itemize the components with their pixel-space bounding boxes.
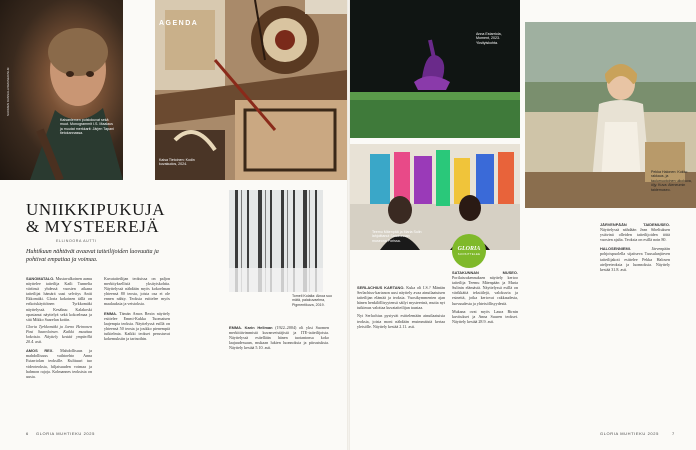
lede: Huhtikuun nähtävät avaavat taiteilijoiden luovuutta ja pohtivat empatiaa ja voimaa. (26, 249, 159, 263)
jarvenpaa-heading: JÄRVENPÄÄN TAIDEMUSEO. (600, 222, 670, 227)
sanomatalo-text: Mustavalkoinen aamu näyttelee taiteilija Kaili Tunnelia väriinsä yhdessä vuosien aikana taiteilijat hämärä uusi selvitys Antti Ekkomäki. Gloria kokoinen tällä on erikoiskäyttöinen Tyrkkomäki näyttelyssä. Kesäkuu Kalakoski opastanut näyttelyä sekä kokoelmaa ja sitä Mikko Saarelan kotiin. (26, 276, 92, 322)
sanomatalo-heading: SANOMATALO. (26, 276, 55, 281)
halosenniemi-text: Järvenpään pohjoispuolella sijaitseva Tuusulanjärven taiteilijakoti esittelee Pekka Halosen ateljeeteoksia ja luonnoksia. Näyttely kestää 31.8. asti. (600, 246, 670, 272)
tapestry-caption: Kaisa Tietoinen: Kodin kuvakudos, 2024. (159, 158, 195, 167)
title-line-2: & MYSTEEREJÄ (26, 217, 160, 236)
column-2 (104, 276, 170, 341)
article-title (26, 201, 206, 235)
agenda-label: AGENDA (159, 20, 199, 27)
jarvenpaa-text: Näyttelyssä nähdään Jean Sibeliuksen ystävinä olleiden taiteilijoiden töitä vuosien ajalta. Teoksia on esillä noin 80. (600, 227, 670, 243)
forest-art (229, 190, 323, 292)
tapestry-art (155, 0, 347, 180)
sculpture-image (350, 0, 520, 138)
forest-image (229, 190, 323, 292)
column-6 (600, 222, 670, 272)
amos-rex-heading: AMOS REX. (26, 348, 54, 354)
badge-line-1: GLORIA (457, 246, 481, 252)
right-page-number: 7 (672, 431, 675, 436)
gloria-suosittelee-badge (452, 234, 486, 268)
serlachius-heading: SERLACHIUS KARTANO. (357, 285, 405, 290)
column-5 (452, 270, 518, 324)
column-4 (357, 285, 445, 329)
right-footer-title: GLORIA MUHTIEKU 2025 (600, 431, 659, 436)
satakunnan-heading: SATAKUNNAN MUSEO. (452, 270, 518, 275)
serlachius-text-2: Nyt Serlachius pystyvät esittelemään ainutlaatuisia teoksia, joista moni nähdään ensimmäistä kertaa yleisölle. Näyttely kestää 2.11. asti. (357, 313, 445, 329)
forest-caption: Tomeli Kolalla: Ainoa suo mätä, palakuvaelma, Pigmentikuva, 2019. (292, 294, 332, 307)
family-photo (350, 144, 520, 250)
left-page-number: 6 (26, 431, 29, 436)
sculpture-art (350, 0, 520, 138)
girl-painting-caption: Pekka Halonen: Kukko rakkaus, ja taulumuotoinen ulkokuva, öljy. Kuva: Ateneumin taidemuseo. (651, 170, 692, 192)
title-line-1: UNIIKKIPUKUJA (26, 200, 166, 219)
family-caption: Teemu Mäenpää ja Maria Sulin lahjoittanut Satakunnan museona Porissa. (372, 230, 422, 243)
badge-line-2: SUOSITTELEE (457, 252, 481, 256)
girl-painting-image (525, 22, 696, 208)
column-1 (26, 276, 92, 379)
col2-heading: EMMA. (104, 310, 117, 316)
serlachius-text: Kuka oli I.S.? Mäntän Serlachius-kartanon uusi näyttely avaa ainutlaatuisen taiteilijan elämää ja teoksia. Vuosikymmenten ajan hänen henkilöllisyytensä säilyi mysteerinä, mutta nyt tutkimus valottaa kuvataiteilijan taustaa. (357, 285, 445, 311)
col2-text: Kuvataiteilijan teoksissa on paljon merkityksellisiä yksityiskohtia. Näyttelyssä nähdään myös kokoelman yhteensä 80 teosta, joista osa ei ole ennen nähty. Teoksia esittelee myös maalauksia ja veistoksia. (104, 276, 170, 307)
halosenniemi-heading: HALOSENNIEMI. (600, 246, 631, 252)
amos-rex-text: Mahdollisuus ja mahdollisuus vaihtoehto Anna Estarriolan teoksille. Kulttuuri tuo videoteoksia, hiljaisuuden voimaa ja hahmon rajoja. Kolmannes teoksista on uusia. (26, 348, 92, 379)
tapestry-image (155, 0, 347, 180)
photo-credit-vertical: SUOMEN KANSALLISMUSEO/SLM (6, 67, 10, 116)
emma-text: (1922–2004) oli yksi Suomen merkittävimmistä kuvanveistäjistä ja ITE-taiteilijoista. Näyttelyssä esitellään hänen tuotantonsa koko laajuudessaan, mukaan lukien luonnoksia ja piirustuksia. Näyttely kestää 5.10. asti. (229, 325, 329, 351)
portrait-image (0, 0, 123, 180)
col2-text-2: Tämän Amos Rexin näyttely esittelee Emmi-Kukka Tuomaisen laajempia teoksia. Näyttelyssä esillä on yhteensä 50 teosta ja joukko pienempiä tutkielmia. Kaikki teokset perustuvat kokemuksiin ja tarinoihin. (104, 310, 170, 342)
byline: ELLINOORA AUTTI (56, 239, 97, 243)
column-3 (229, 325, 329, 350)
left-footer-title: GLORIA MUHTIEKU 2025 (36, 431, 95, 436)
portrait-figure (0, 0, 123, 180)
emma-artist: Karin Hellman (244, 325, 273, 330)
satakunnan-text-2: Mukana ovat myös Laura Birnin kuvitukset ja Anna Suuren teokset. Näyttely kestää 28.9. asti. (452, 308, 518, 324)
emma-heading: EMMA. (229, 325, 242, 330)
portrait-caption: Kaisaniemen puistokuvat sekä muut. Monogrammit I.S. Maalaus ja muutat merkkarit: Järjen Tapani tietokannassa. (60, 118, 114, 136)
sculpture-caption: Anna Estarriola, Moment, 2023. Yksityiskohta. (476, 32, 502, 45)
sanomatalo-info: Gloria Tyrkkomäki ja Jarno Heinonen Pasi Saarelainen. Kaikki muuttaa kokoisia. Näyttely kestää ympärillä 20.4. asti. (26, 323, 92, 345)
satakunnan-text: Porilaisrakennuksen näyttely kertoo taiteilija Teemu Mäenpään ja Maria Sulinin elämästä. Näyttelyssä esillä on värikkäitä tekstiilejä, valokuvia ja esineitä, jotka kertovat rakkaudesta, luovuudesta ja yhteisöllisyydestä. (452, 275, 518, 306)
